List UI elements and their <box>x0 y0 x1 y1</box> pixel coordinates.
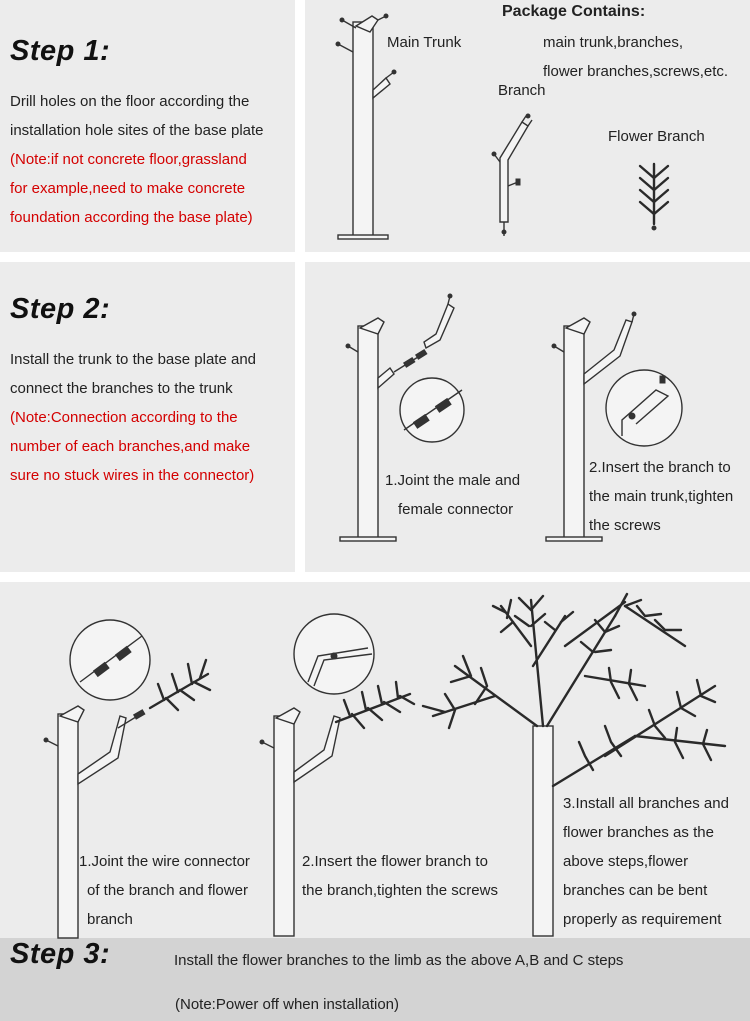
package-line-1: main trunk,branches, <box>543 34 684 51</box>
step3-caption3-line1: 3.Install all branches and <box>563 795 729 812</box>
step2-note-2: number of each branches,and make <box>10 438 251 455</box>
step3-caption3-line2: flower branches as the <box>563 824 714 841</box>
step1-line-2: installation hole sites of the base plate <box>10 122 264 139</box>
step2-caption1-line1: 1.Joint the male and <box>385 472 521 489</box>
step3-caption1-line3: branch <box>87 911 133 928</box>
step3-instruction: Install the flower branches to the limb as the above A,B and C steps <box>174 952 624 969</box>
step1-title: Step 1: <box>10 35 111 67</box>
branch-drawing <box>488 110 548 250</box>
flower-branch-drawing <box>634 160 674 240</box>
step1-note-1: (Note:if not concrete floor,grassland <box>10 151 247 168</box>
step2-title: Step 2: <box>10 293 111 325</box>
main-trunk-label: Main Trunk <box>387 34 462 51</box>
step3-caption3-line5: properly as requirement <box>563 911 722 928</box>
step3-caption2-line1: 2.Insert the flower branch to <box>302 853 488 870</box>
step3-note: (Note:Power off when installation) <box>175 996 400 1013</box>
step2-caption1-line2: female connector <box>398 501 514 518</box>
package-line-2: flower branches,screws,etc. <box>543 63 729 80</box>
package-title: Package Contains: <box>502 3 646 20</box>
step2-caption2-line3: the screws <box>589 517 661 534</box>
step3-caption2-line2: the branch,tighten the screws <box>302 882 498 899</box>
main-trunk-drawing <box>320 8 410 244</box>
flower-branch-label: Flower Branch <box>608 128 705 145</box>
step1-line-1: Drill holes on the floor according the <box>10 93 250 110</box>
step2-line-1: Install the trunk to the base plate and <box>10 351 256 368</box>
step3-caption3-line3: above steps,flower <box>563 853 689 870</box>
step3-caption1-line1: 1.Joint the wire connector <box>79 853 250 870</box>
step3-caption3-line4: branches can be bent <box>563 882 708 899</box>
step2-line-2: connect the branches to the trunk <box>10 380 233 397</box>
step3-caption1-line2: of the branch and flower <box>87 882 248 899</box>
step3-title: Step 3: <box>10 938 111 970</box>
branch-label: Branch <box>498 82 546 99</box>
step2-caption2-line2: the main trunk,tighten <box>589 488 734 505</box>
step2-caption2-line1: 2.Insert the branch to <box>589 459 731 476</box>
step1-note-2: for example,need to make concrete <box>10 180 246 197</box>
step1-note-3: foundation according the base plate) <box>10 209 253 226</box>
step2-note-3: sure no stuck wires in the connector) <box>10 467 255 484</box>
step2-note-1: (Note:Connection according to the <box>10 409 238 426</box>
